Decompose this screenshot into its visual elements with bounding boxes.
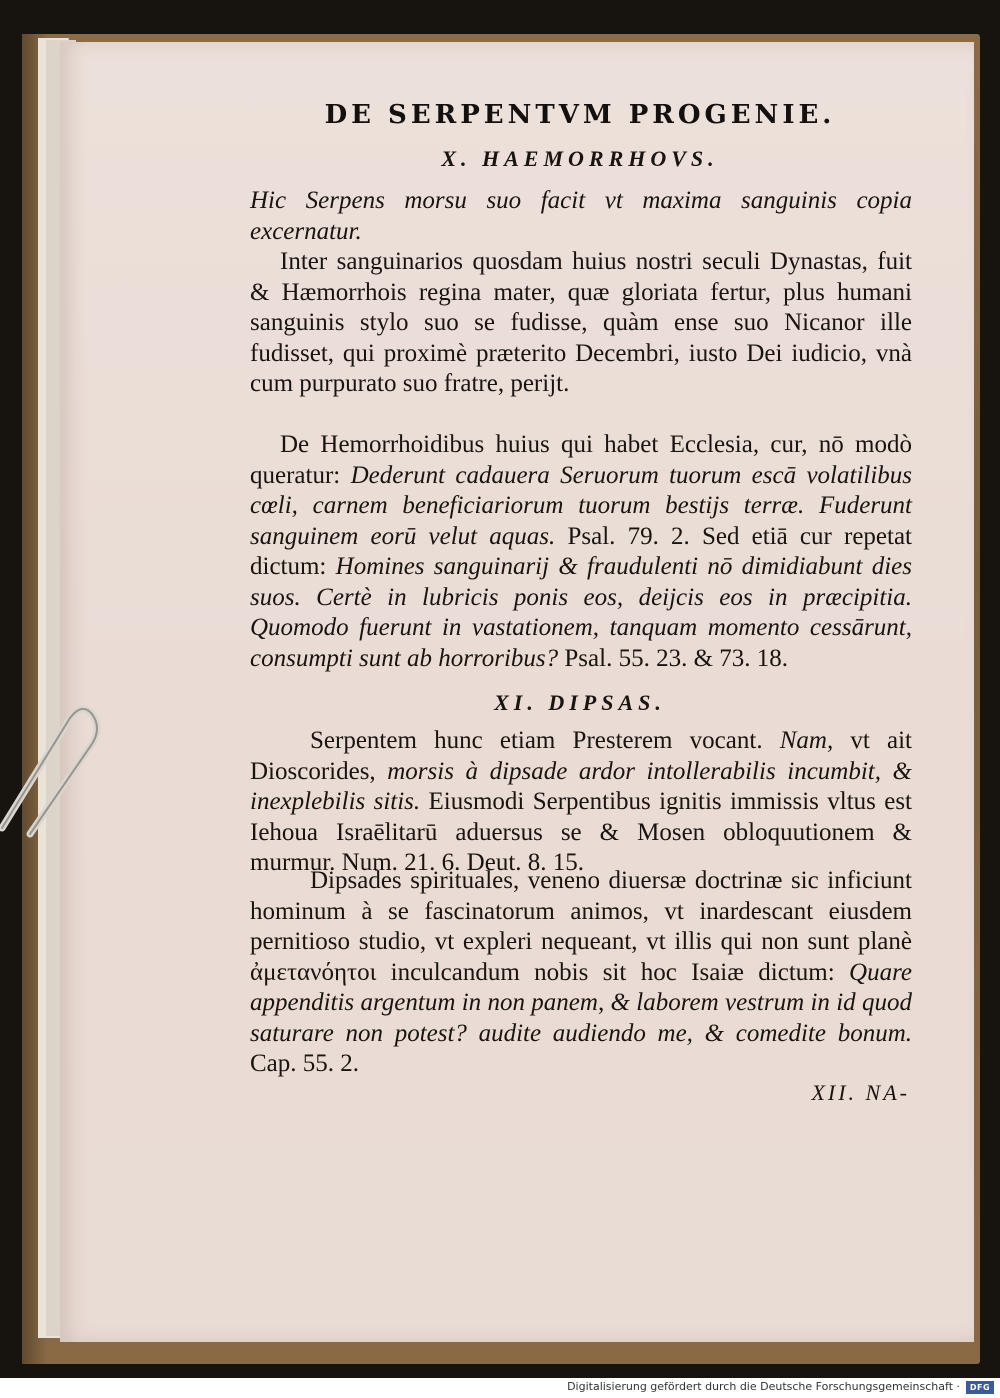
dfg-logo: DFG — [966, 1381, 994, 1394]
page-heading: DE SERPENTVM PROGENIE. — [324, 100, 836, 130]
text-run: Cap. 55. 2. — [250, 1050, 360, 1077]
text-run: Eiusmodi Serpentibus ignitis immissis vltus est Iehoua Israēlitarū aduersus se & Mosen obloquutionem & murmur. Num. 21. 6. Deut. 8. 15. — [250, 788, 912, 876]
paragraph-text: Inter sanguinarios quosdam huius nostri seculi Dynastas, fuit & Hæmorrhois regina mater, quæ gloriata fertur, plus humani sanguinis stylo suo se fudisse, quàm ense suo Nicanor ille fudisset, qui proximè præterito Decembri, iusto Dei iudicio, vnà cum purpurato suo fratre, perijt. — [250, 248, 912, 397]
paragraph-text — [250, 726, 912, 879]
text-run-italic: Homines sanguinarij & fraudulenti nō dimidiabunt dies suos. Certè in lubricis ponis eos, deijcis eos in præcipitia. Quomodo fuerunt in vastationem, tanquam momento cessārunt, consumpti sunt ab horroribus? — [250, 553, 912, 672]
text-run: Psal. 79. 2. Sed etiā cur repetat dictum: — [250, 522, 913, 580]
digitization-footer — [0, 1378, 1000, 1398]
text-run-italic: Nam, — [779, 727, 834, 754]
text-run-italic: Quare appenditis argentum in non panem, & laborem vestrum in id quod saturare non potest? audite audiendo me, & comedite bonum. — [250, 958, 912, 1047]
text-run: Psal. 55. 23. & 73. 18. — [558, 644, 789, 672]
text-run-italic: morsis à dipsade ardor intollerabilis incumbit, & inexplebilis sitis. — [250, 757, 912, 815]
text-run: vt ait Dioscorides, — [250, 727, 913, 785]
text-run-italic: Dederunt cadauera Seruorum tuorum escā volatilibus cœli, carnem beneficiariorum tuorum bestijs terræ. Fuderunt sanguinem eorū velut aquas. — [250, 461, 913, 550]
paragraph-text — [250, 866, 912, 1080]
text-run: Serpentem hunc etiam Presterem vocant. — [310, 727, 780, 754]
catchword: XII. NA- — [811, 1080, 910, 1105]
footer-credit: Digitalisierung gefördert durch die Deutsche Forschungsgemeinschaft · — [567, 1380, 960, 1393]
section-title-haemorrhous: X. HAEMORRHOVS. — [441, 146, 719, 171]
text-run: Dipsades spirituales, veneno diuersæ doctrinæ sic inficiunt hominum à se fascinatorum animos, vt inardescant eiusdem pernitioso studio, vt expleri nequeant, vt illis qui non sunt planè ἀμετανόητοι inculcandum nobis sit hoc Isaiæ dictum: — [250, 867, 912, 986]
text-run: De Hemorrhoidibus huius qui habet Ecclesia, cur, nō modò queratur: — [250, 431, 912, 489]
paragraph-intro: Hic Serpens morsu suo facit vt maxima sanguinis copia excernatur. — [250, 187, 912, 245]
paragraph-text — [250, 430, 912, 674]
section-title-dipsas: XI. DIPSAS. — [494, 690, 666, 715]
